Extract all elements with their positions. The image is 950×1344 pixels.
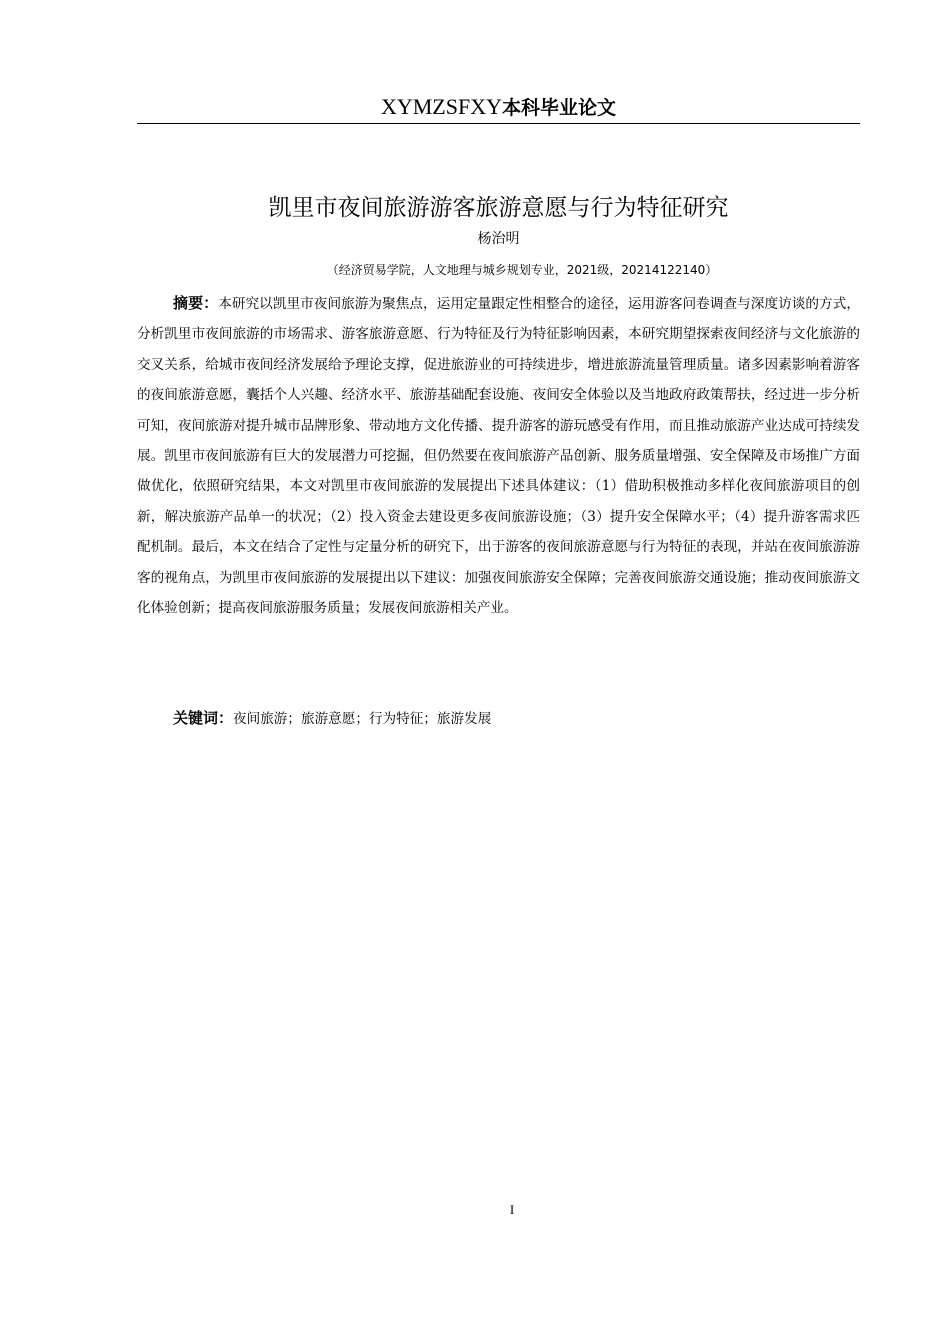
keywords-label: 关键词： <box>173 709 234 727</box>
abstract-text: 本研究以凯里市夜间旅游为聚焦点，运用定量跟定性相整合的途径，运用游客问卷调查与深度访谈的方式，分析凯里市夜间旅游的市场需求、游客旅游意愿、行为特征及行为特征影响因素，本研究期望探索夜间经济与文化旅游的交叉关系，给城市夜间经济发展给予理论支撑，促进旅游业的可持续进步，增进旅游流量管理质量。诸多因素影响着游客的夜间旅游意愿，囊括个人兴趣、经济水平、旅游基础配套设施、夜间安全体验以及当地政府政策帮扶，经过进一步分析可知，夜间旅游对提升城市品牌形象、带动地方文化传播、提升游客的游玩感受有作用，而且推动旅游产业达成可持续发展。凯里市夜间旅游有巨大的发展潜力可挖掘，但仍然要在夜间旅游产品创新、服务质量增强、安全保障及市场推广方面做优化，依照研究结果，本文对凯里市夜间旅游的发展提出下述具体建议：（1）借助积极推动多样化夜间旅游项目的创新，解决旅游产品单一的状况；（2）投入资金去建设更多夜间旅游设施；（3）提升安全保障水平；（4）提升游客需求匹配机制。最后，本文在结合了定性与定量分析的研究下，出于游客的夜间旅游意愿与行为特征的表现，并站在夜间旅游游客的视角点，为凯里市夜间旅游的发展提出以下建议：加强夜间旅游安全保障；完善夜间旅游交通设施；推动夜间旅游文化体验创新；提高夜间旅游服务质量；发展夜间旅游相关产业。 <box>137 296 860 617</box>
author-affiliation: （经济贸易学院，人文地理与城乡规划专业，2021级，20214122140） <box>326 263 718 277</box>
page-number: I <box>509 1202 515 1217</box>
abstract-paragraph <box>137 288 860 623</box>
header-label: 本科毕业论文 <box>502 97 617 119</box>
author-name: 杨治明 <box>477 231 520 247</box>
abstract-label: 摘要： <box>173 294 219 312</box>
document-title: 凯里市夜间旅游游客旅游意愿与行为特征研究 <box>268 195 729 221</box>
keywords-text: 夜间旅游；旅游意愿；行为特征；旅游发展 <box>233 711 492 727</box>
page-header <box>137 92 860 124</box>
header-code: XYMZSFXY <box>380 94 502 119</box>
keywords-line <box>173 704 860 733</box>
